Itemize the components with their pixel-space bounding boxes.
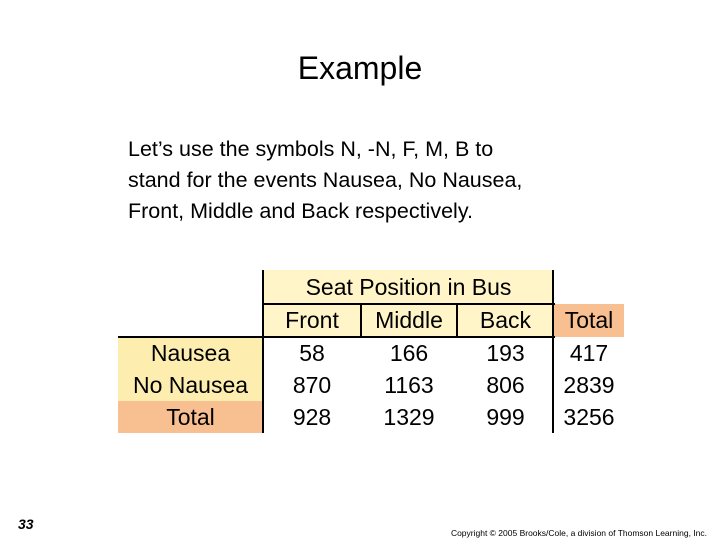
slide-body-text (128, 134, 688, 227)
table-cell: 166 (361, 337, 457, 369)
column-header-total: Total (554, 304, 624, 337)
table-cell: 928 (263, 401, 361, 433)
row-label-nausea: Nausea (118, 337, 263, 369)
grid-line (552, 270, 554, 433)
row-label-no-nausea: No Nausea (118, 369, 263, 401)
copyright-notice: Copyright © 2005 Brooks/Cole, a division of Thomson Learning, Inc. (450, 528, 707, 538)
column-header-back: Back (457, 304, 554, 337)
table-cell: 58 (263, 337, 361, 369)
grid-line (456, 304, 458, 337)
group-header: Seat Position in Bus (263, 270, 554, 304)
slide-title: Example (297, 50, 423, 86)
grid-line (262, 270, 264, 433)
grid-line (360, 304, 362, 337)
row-label-total: Total (118, 401, 263, 433)
page-number: 33 (18, 516, 34, 532)
table-cell: 1163 (361, 369, 457, 401)
column-header-middle: Middle (361, 304, 457, 337)
table-cell: 1329 (361, 401, 457, 433)
body-line: Let’s use the symbols N, -N, F, M, B to (128, 137, 494, 161)
table-cell: 999 (457, 401, 554, 433)
body-line: Front, Middle and Back respectively. (128, 199, 473, 223)
grid-line (118, 336, 555, 338)
table-cell-total: 2839 (554, 369, 624, 401)
table-cell: 870 (263, 369, 361, 401)
grid-line (263, 303, 555, 305)
table-cell: 193 (457, 337, 554, 369)
body-line: stand for the events Nausea, No Nausea, (128, 168, 523, 192)
column-header-front: Front (263, 304, 361, 337)
table-cell-total: 417 (554, 337, 624, 369)
table-cell: 806 (457, 369, 554, 401)
table-cell-total: 3256 (554, 401, 624, 433)
